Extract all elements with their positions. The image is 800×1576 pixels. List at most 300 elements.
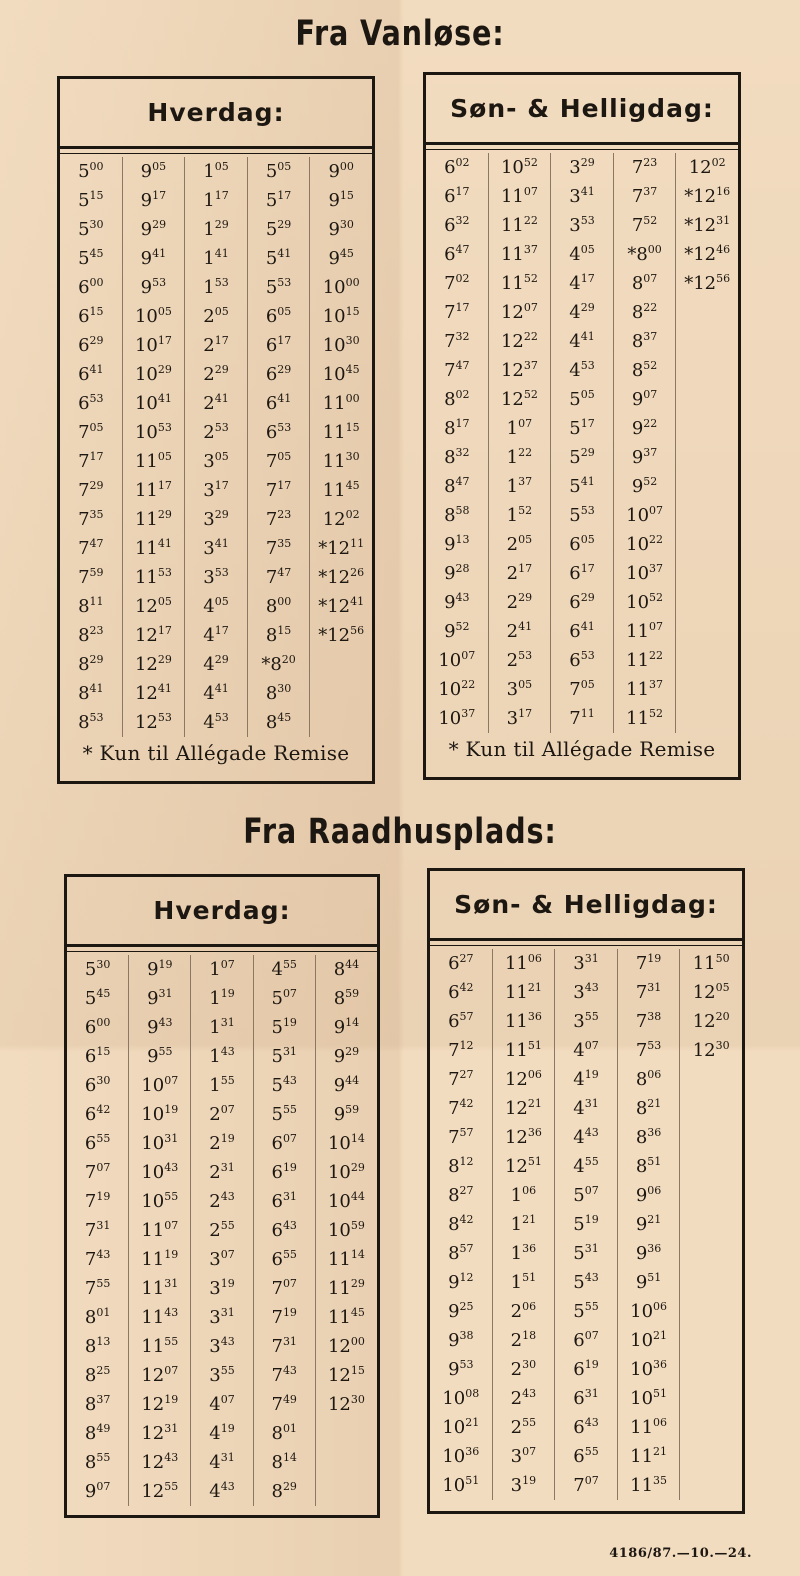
time-column: [614, 153, 677, 733]
departure-time: $11^{52}$: [500, 272, 538, 294]
departure-time: $12^{52}$: [500, 388, 538, 410]
departure-time: $10^{21}$: [630, 1329, 668, 1351]
departure-time: $3^{19}$: [510, 1474, 537, 1496]
departure-time: $5^{17}$: [265, 189, 292, 211]
departure-time: $8^{59}$: [333, 987, 360, 1009]
departure-time: $9^{51}$: [635, 1271, 662, 1293]
departure-time: $1^{21}$: [510, 1213, 537, 1235]
departure-time: $*8^{00}$: [627, 243, 662, 265]
departure-time: $1^{53}$: [203, 276, 229, 298]
departure-time: $8^{53}$: [78, 711, 104, 733]
departure-time: $5^{41}$: [265, 247, 292, 269]
departure-time: $3^{53}$: [569, 214, 595, 236]
departure-time: $6^{17}$: [444, 185, 470, 207]
departure-time: $10^{41}$: [134, 392, 172, 414]
departure-time: $1^{05}$: [203, 160, 229, 182]
departure-time: $9^{37}$: [631, 446, 658, 468]
departure-time: $1^{31}$: [209, 1016, 235, 1038]
departure-time: $12^{53}$: [134, 711, 172, 733]
departure-time: $5^{45}$: [78, 247, 104, 269]
vanlose-hverdag-panel: [57, 76, 375, 784]
departure-time: $6^{53}$: [78, 392, 104, 414]
departure-time: $4^{07}$: [209, 1393, 235, 1415]
departure-time: $5^{30}$: [84, 958, 111, 980]
departure-time: $10^{06}$: [630, 1300, 668, 1322]
departure-time: $12^{55}$: [141, 1480, 179, 1502]
departure-time: $3^{29}$: [569, 156, 595, 178]
departure-time: $12^{37}$: [500, 359, 538, 381]
departure-time: $7^{35}$: [78, 508, 104, 530]
departure-time: $12^{30}$: [327, 1393, 365, 1415]
departure-time: $11^{37}$: [500, 243, 538, 265]
departure-time: $6^{55}$: [573, 1445, 599, 1467]
departure-time: $12^{19}$: [141, 1393, 179, 1415]
departure-time: $4^{41}$: [569, 330, 595, 352]
departure-time: $1^{07}$: [506, 417, 533, 439]
departure-time: $3^{05}$: [203, 450, 229, 472]
departure-time: $10^{29}$: [327, 1161, 365, 1183]
departure-time: $5^{55}$: [573, 1300, 599, 1322]
departure-time: $7^{05}$: [569, 678, 595, 700]
departure-time: $11^{14}$: [327, 1248, 365, 1270]
departure-time: $9^{15}$: [328, 189, 354, 211]
departure-time: $3^{43}$: [573, 981, 599, 1003]
departure-time: $10^{22}$: [438, 678, 476, 700]
departure-time: $10^{52}$: [626, 591, 664, 613]
departure-time: $12^{31}$: [141, 1422, 179, 1444]
departure-time: $5^{55}$: [271, 1103, 297, 1125]
departure-time: $8^{01}$: [271, 1422, 297, 1444]
departure-time: $*12^{11}$: [318, 537, 365, 559]
departure-time: $6^{42}$: [84, 1103, 111, 1125]
departure-time: $1^{52}$: [506, 504, 533, 526]
departure-time: $12^{00}$: [327, 1335, 365, 1357]
departure-time: $5^{07}$: [573, 1184, 599, 1206]
departure-time: $7^{17}$: [265, 479, 292, 501]
departure-time: $3^{17}$: [506, 707, 533, 729]
departure-time: $2^{29}$: [506, 591, 533, 613]
departure-time: $8^{06}$: [635, 1068, 662, 1090]
departure-time: $6^{43}$: [573, 1416, 599, 1438]
departure-time: $6^{47}$: [444, 243, 470, 265]
departure-time: $7^{47}$: [265, 566, 292, 588]
departure-time: $6^{53}$: [265, 421, 292, 443]
departure-time: $8^{30}$: [265, 682, 292, 704]
departure-time: $6^{07}$: [573, 1329, 599, 1351]
departure-time: $3^{55}$: [573, 1010, 599, 1032]
departure-time: $4^{17}$: [569, 272, 595, 294]
departure-time: $3^{41}$: [203, 537, 229, 559]
footnote: * Kun til Allégade Remise: [448, 737, 716, 761]
departure-time: $2^{30}$: [510, 1358, 537, 1380]
time-column: [426, 153, 489, 733]
time-column: [489, 153, 552, 733]
departure-time: $10^{17}$: [134, 334, 172, 356]
departure-time: $5^{29}$: [569, 446, 595, 468]
time-column: [618, 949, 681, 1500]
departure-time: $6^{41}$: [265, 392, 292, 414]
departure-time: $9^{43}$: [444, 591, 470, 613]
departure-time: $11^{07}$: [626, 620, 664, 642]
departure-time: $1^{17}$: [203, 189, 229, 211]
departure-time: $8^{13}$: [84, 1335, 111, 1357]
departure-time: $3^{19}$: [209, 1277, 235, 1299]
departure-time: $10^{36}$: [442, 1445, 480, 1467]
departure-time: $3^{07}$: [510, 1445, 537, 1467]
departure-time: $6^{31}$: [573, 1387, 599, 1409]
departure-time: $4^{55}$: [573, 1155, 599, 1177]
departure-time: $7^{19}$: [271, 1306, 297, 1328]
departure-time: $8^{37}$: [84, 1393, 111, 1415]
departure-time: $8^{15}$: [265, 624, 292, 646]
departure-time: $6^{02}$: [444, 156, 470, 178]
departure-time: $7^{53}$: [635, 1039, 662, 1061]
departure-time: $5^{19}$: [271, 1016, 297, 1038]
departure-time: $2^{05}$: [203, 305, 229, 327]
departure-time: $10^{51}$: [630, 1387, 668, 1409]
departure-time: $8^{37}$: [631, 330, 658, 352]
departure-time: $12^{05}$: [692, 981, 730, 1003]
departure-time: $10^{21}$: [442, 1416, 480, 1438]
departure-time: $11^{50}$: [692, 952, 730, 974]
departure-time: $5^{00}$: [78, 160, 104, 182]
departure-time: $6^{43}$: [271, 1219, 297, 1241]
departure-time: $5^{05}$: [265, 160, 292, 182]
print-code: 4186/87.—10.—24.: [609, 1546, 752, 1561]
departure-time: $7^{17}$: [78, 450, 104, 472]
departure-time: $4^{19}$: [573, 1068, 599, 1090]
departure-time: $6^{00}$: [84, 1016, 111, 1038]
departure-time: $4^{29}$: [203, 653, 229, 675]
departure-time: $3^{31}$: [573, 952, 599, 974]
panel-header: Hverdag:: [60, 79, 372, 149]
departure-time: $7^{38}$: [635, 1010, 662, 1032]
departure-time: $5^{05}$: [569, 388, 595, 410]
time-column: [123, 157, 186, 737]
time-column: [67, 955, 129, 1506]
time-column: [680, 949, 742, 1500]
departure-time: $7^{35}$: [265, 537, 292, 559]
departure-time: $8^{00}$: [265, 595, 292, 617]
departure-time: $12^{41}$: [134, 682, 172, 704]
departure-time: $10^{55}$: [141, 1190, 179, 1212]
departure-time: $8^{25}$: [84, 1364, 111, 1386]
departure-time: $6^{05}$: [265, 305, 292, 327]
departure-time: $9^{36}$: [635, 1242, 662, 1264]
departure-time: $7^{49}$: [271, 1393, 297, 1415]
departure-time: $9^{05}$: [140, 160, 167, 182]
departure-time: $12^{30}$: [692, 1039, 730, 1061]
time-columns: [426, 153, 738, 733]
departure-time: $9^{07}$: [84, 1480, 111, 1502]
departure-time: $11^{06}$: [630, 1416, 668, 1438]
departure-time: $9^{53}$: [448, 1358, 474, 1380]
time-column: [191, 955, 253, 1506]
departure-time: $8^{42}$: [448, 1213, 474, 1235]
time-columns: [430, 949, 742, 1500]
departure-time: $10^{36}$: [630, 1358, 668, 1380]
departure-time: $11^{36}$: [504, 1010, 542, 1032]
time-column: [185, 157, 248, 737]
departure-time: $6^{29}$: [569, 591, 595, 613]
departure-time: $6^{42}$: [448, 981, 474, 1003]
departure-time: $6^{29}$: [265, 363, 292, 385]
departure-time: $7^{07}$: [84, 1161, 111, 1183]
departure-time: $10^{37}$: [438, 707, 476, 729]
time-column: [129, 955, 191, 1506]
departure-time: $10^{15}$: [322, 305, 360, 327]
time-column: [316, 955, 377, 1506]
departure-time: $8^{58}$: [444, 504, 470, 526]
departure-time: $10^{07}$: [438, 649, 476, 671]
departure-time: $7^{59}$: [78, 566, 104, 588]
departure-time: $12^{36}$: [504, 1126, 542, 1148]
departure-time: $10^{30}$: [322, 334, 360, 356]
departure-time: $8^{55}$: [84, 1451, 111, 1473]
departure-time: $8^{29}$: [271, 1480, 297, 1502]
departure-time: $7^{32}$: [444, 330, 470, 352]
departure-time: $11^{52}$: [626, 707, 664, 729]
departure-time: $7^{17}$: [444, 301, 470, 323]
departure-time: $10^{07}$: [141, 1074, 179, 1096]
departure-time: $1^{41}$: [203, 247, 229, 269]
departure-time: $*12^{26}$: [318, 566, 365, 588]
time-column: [555, 949, 618, 1500]
time-column: [248, 157, 311, 737]
departure-time: $3^{41}$: [569, 185, 595, 207]
departure-time: $*12^{56}$: [684, 272, 731, 294]
departure-time: $5^{15}$: [78, 189, 104, 211]
departure-time: $3^{17}$: [203, 479, 229, 501]
departure-time: $12^{02}$: [688, 156, 726, 178]
departure-time: $7^{47}$: [78, 537, 104, 559]
departure-time: $9^{29}$: [140, 218, 167, 240]
departure-time: $8^{36}$: [635, 1126, 662, 1148]
departure-time: $6^{55}$: [271, 1248, 297, 1270]
departure-time: $6^{41}$: [569, 620, 595, 642]
departure-time: $4^{05}$: [203, 595, 229, 617]
departure-time: $12^{07}$: [141, 1364, 179, 1386]
departure-time: $6^{15}$: [78, 305, 104, 327]
departure-time: $6^{19}$: [573, 1358, 599, 1380]
footnote: * Kun til Allégade Remise: [82, 741, 350, 765]
time-columns: [60, 157, 372, 737]
departure-time: $1^{43}$: [209, 1045, 235, 1067]
departure-time: $7^{43}$: [84, 1248, 111, 1270]
departure-time: $9^{29}$: [333, 1045, 360, 1067]
departure-time: $3^{55}$: [209, 1364, 235, 1386]
departure-time: $9^{17}$: [140, 189, 167, 211]
departure-time: $7^{31}$: [84, 1219, 111, 1241]
departure-time: $4^{43}$: [209, 1480, 235, 1502]
departure-time: $10^{05}$: [134, 305, 172, 327]
departure-time: $*12^{41}$: [318, 595, 365, 617]
departure-time: $6^{30}$: [84, 1074, 111, 1096]
departure-time: $6^{29}$: [78, 334, 104, 356]
raadhusplads-hverdag-panel: [64, 874, 380, 1518]
departure-time: $1^{19}$: [209, 987, 235, 1009]
departure-time: $6^{05}$: [569, 533, 595, 555]
departure-time: $6^{17}$: [569, 562, 595, 584]
departure-time: $7^{05}$: [265, 450, 292, 472]
departure-time: $10^{51}$: [442, 1474, 480, 1496]
departure-time: $3^{07}$: [209, 1248, 235, 1270]
departure-time: $6^{15}$: [84, 1045, 111, 1067]
time-column: [310, 157, 372, 737]
departure-time: $8^{21}$: [635, 1097, 662, 1119]
departure-time: $12^{05}$: [134, 595, 172, 617]
departure-time: $11^{07}$: [500, 185, 538, 207]
departure-time: $4^{29}$: [569, 301, 595, 323]
departure-time: $5^{53}$: [569, 504, 595, 526]
departure-time: $4^{05}$: [569, 243, 595, 265]
departure-time: $*12^{56}$: [318, 624, 365, 646]
departure-time: $12^{21}$: [504, 1097, 542, 1119]
departure-time: $7^{52}$: [631, 214, 658, 236]
departure-time: $7^{29}$: [78, 479, 104, 501]
departure-time: $9^{13}$: [444, 533, 470, 555]
departure-time: $2^{43}$: [510, 1387, 537, 1409]
departure-time: $8^{57}$: [448, 1242, 474, 1264]
departure-time: $9^{06}$: [635, 1184, 662, 1206]
departure-time: $5^{43}$: [271, 1074, 297, 1096]
departure-time: $11^{21}$: [630, 1445, 668, 1467]
departure-time: $7^{02}$: [444, 272, 470, 294]
departure-time: $*12^{31}$: [684, 214, 731, 236]
departure-time: $2^{53}$: [506, 649, 533, 671]
departure-time: $4^{41}$: [203, 682, 229, 704]
departure-time: $10^{37}$: [626, 562, 664, 584]
departure-time: $11^{45}$: [322, 479, 360, 501]
departure-time: $6^{19}$: [271, 1161, 297, 1183]
departure-time: $2^{19}$: [209, 1132, 235, 1154]
panel-header: Søn- & Helligdag:: [430, 871, 742, 941]
departure-time: $8^{47}$: [444, 475, 470, 497]
departure-time: $9^{52}$: [631, 475, 658, 497]
departure-time: $7^{05}$: [78, 421, 104, 443]
departure-time: $5^{17}$: [569, 417, 595, 439]
departure-time: $8^{17}$: [444, 417, 470, 439]
departure-time: $8^{12}$: [448, 1155, 474, 1177]
departure-time: $7^{47}$: [444, 359, 470, 381]
departure-time: $2^{29}$: [203, 363, 229, 385]
raadhusplads-sondag-panel: [427, 868, 745, 1514]
departure-time: $5^{19}$: [573, 1213, 599, 1235]
departure-time: $12^{29}$: [134, 653, 172, 675]
departure-time: $12^{43}$: [141, 1451, 179, 1473]
departure-time: $2^{43}$: [209, 1190, 235, 1212]
departure-time: $3^{31}$: [209, 1306, 235, 1328]
departure-time: $*8^{20}$: [261, 653, 296, 675]
departure-time: $8^{27}$: [448, 1184, 474, 1206]
departure-time: $4^{43}$: [573, 1126, 599, 1148]
departure-time: $2^{07}$: [209, 1103, 235, 1125]
departure-time: $7^{11}$: [569, 707, 595, 729]
departure-time: $4^{17}$: [203, 624, 229, 646]
departure-time: $11^{31}$: [141, 1277, 179, 1299]
departure-time: $6^{00}$: [78, 276, 104, 298]
departure-time: $4^{19}$: [209, 1422, 235, 1444]
departure-time: $6^{31}$: [271, 1190, 297, 1212]
departure-time: $9^{41}$: [140, 247, 167, 269]
departure-time: $9^{52}$: [444, 620, 470, 642]
departure-time: $10^{59}$: [327, 1219, 365, 1241]
departure-time: $12^{02}$: [322, 508, 360, 530]
time-column: [430, 949, 493, 1500]
section-title-vanlose: Fra Vanløse:: [295, 14, 505, 54]
departure-time: $10^{19}$: [141, 1103, 179, 1125]
departure-time: $2^{05}$: [506, 533, 533, 555]
departure-time: $11^{43}$: [141, 1306, 179, 1328]
departure-time: $7^{07}$: [271, 1277, 297, 1299]
time-columns: [67, 955, 377, 1506]
departure-time: $8^{45}$: [265, 711, 292, 733]
departure-time: $1^{51}$: [510, 1271, 537, 1293]
departure-time: $2^{53}$: [203, 421, 229, 443]
departure-time: $1^{36}$: [510, 1242, 537, 1264]
time-column: [254, 955, 316, 1506]
departure-time: $2^{55}$: [510, 1416, 537, 1438]
departure-time: $10^{52}$: [500, 156, 538, 178]
departure-time: $10^{31}$: [141, 1132, 179, 1154]
departure-time: $8^{22}$: [631, 301, 658, 323]
departure-time: $1^{22}$: [506, 446, 533, 468]
departure-time: $3^{53}$: [203, 566, 229, 588]
departure-time: $11^{45}$: [327, 1306, 365, 1328]
departure-time: $9^{07}$: [631, 388, 658, 410]
departure-time: $10^{45}$: [322, 363, 360, 385]
departure-time: $9^{19}$: [147, 958, 173, 980]
departure-time: $2^{17}$: [203, 334, 229, 356]
departure-time: $6^{53}$: [569, 649, 595, 671]
departure-time: $2^{31}$: [209, 1161, 235, 1183]
departure-time: $11^{17}$: [134, 479, 172, 501]
departure-time: $9^{45}$: [328, 247, 354, 269]
departure-time: $11^{21}$: [504, 981, 542, 1003]
departure-time: $11^{05}$: [134, 450, 172, 472]
departure-time: $4^{07}$: [573, 1039, 599, 1061]
time-column: [676, 153, 738, 733]
departure-time: $5^{43}$: [573, 1271, 599, 1293]
departure-time: $10^{22}$: [626, 533, 664, 555]
departure-time: $1^{07}$: [209, 958, 235, 980]
departure-time: $9^{25}$: [448, 1300, 474, 1322]
departure-time: $8^{23}$: [78, 624, 104, 646]
departure-time: $7^{57}$: [448, 1126, 474, 1148]
departure-time: $*12^{46}$: [684, 243, 731, 265]
departure-time: $7^{12}$: [448, 1039, 474, 1061]
departure-time: $3^{29}$: [203, 508, 229, 530]
departure-time: $2^{41}$: [203, 392, 229, 414]
departure-time: $2^{06}$: [510, 1300, 537, 1322]
departure-time: $2^{41}$: [506, 620, 533, 642]
departure-time: $4^{53}$: [569, 359, 595, 381]
departure-time: $9^{21}$: [635, 1213, 662, 1235]
departure-time: $7^{23}$: [631, 156, 658, 178]
departure-time: $6^{27}$: [448, 952, 474, 974]
departure-time: $7^{37}$: [631, 185, 658, 207]
departure-time: $9^{38}$: [448, 1329, 474, 1351]
departure-time: $11^{51}$: [504, 1039, 542, 1061]
departure-time: $7^{23}$: [265, 508, 292, 530]
departure-time: $10^{29}$: [134, 363, 172, 385]
departure-time: $11^{29}$: [134, 508, 172, 530]
departure-time: $2^{18}$: [510, 1329, 537, 1351]
departure-time: $10^{43}$: [141, 1161, 179, 1183]
departure-time: $4^{31}$: [209, 1451, 235, 1473]
departure-time: $11^{55}$: [141, 1335, 179, 1357]
departure-time: $6^{17}$: [265, 334, 292, 356]
